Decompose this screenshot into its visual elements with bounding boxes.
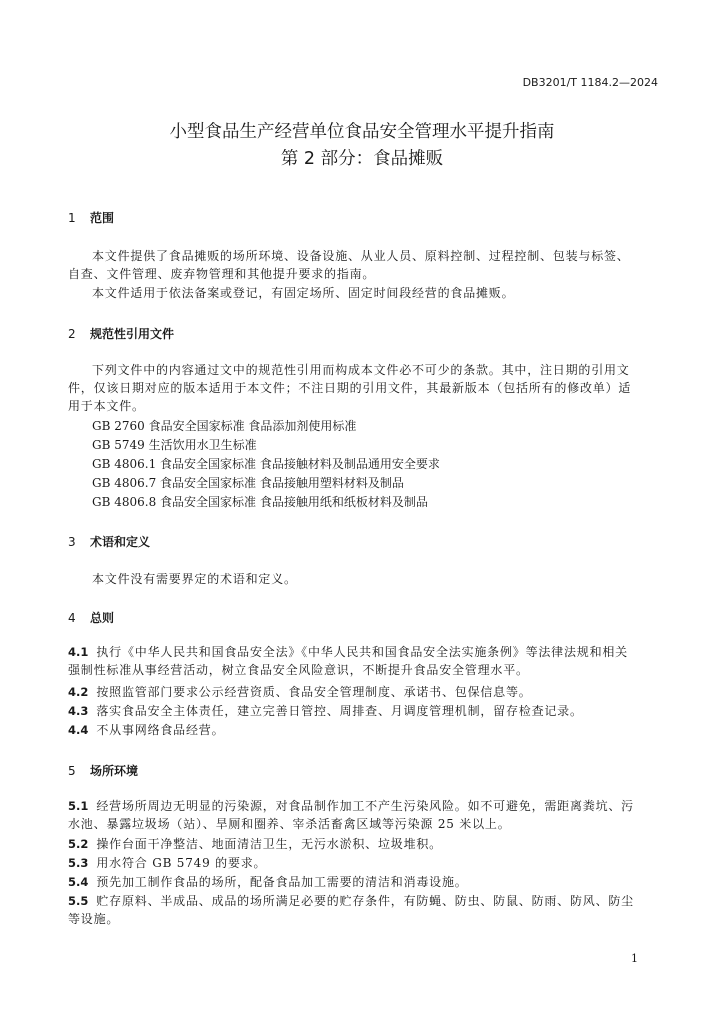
section-number: 3 — [68, 535, 76, 549]
reference-item: GB 2760 食品安全国家标准 食品添加剂使用标准 — [92, 419, 357, 433]
clause-4-3 — [68, 702, 638, 720]
document-subtitle: 第 2 部分：食品摊贩 — [280, 149, 444, 169]
section-heading-normative-references — [68, 325, 174, 342]
section-number: 1 — [68, 211, 76, 225]
clause-number: 4.3 — [68, 704, 89, 718]
reference-item: GB 4806.1 食品安全国家标准 食品接触材料及制品通用安全要求 — [92, 457, 440, 471]
section-heading-scope — [68, 209, 114, 226]
section-title: 总则 — [90, 611, 115, 625]
section-heading-terms — [68, 533, 150, 550]
paragraph: 本文件没有需要界定的术语和定义。 — [92, 572, 297, 586]
reference-item: GB 5749 生活饮用水卫生标准 — [92, 438, 257, 452]
clause-text: 执行《中华人民共和国食品安全法》《中华人民共和国食品安全法实施条例》等法律法规和相关强制性标准从事经营活动，树立食品安全风险意识，不断提升食品安全管理水平。 — [68, 645, 628, 677]
document-title: 小型食品生产经营单位食品安全管理水平提升指南 — [169, 122, 555, 142]
section-title: 术语和定义 — [90, 535, 151, 549]
clause-text: 用水符合 GB 5749 的要求。 — [96, 856, 267, 870]
clause-text: 不从事网络食品经营。 — [96, 723, 225, 737]
paragraph: 本文件适用于依法备案或登记，有固定场所、固定时间段经营的食品摊贩。 — [92, 286, 515, 300]
section-number: 4 — [68, 611, 76, 625]
clause-4-2 — [68, 683, 638, 701]
clause-number: 5.2 — [68, 837, 89, 851]
clause-5-5 — [68, 892, 638, 928]
reference-item: GB 4806.8 食品安全国家标准 食品接触用纸和纸板材料及制品 — [92, 495, 428, 509]
clause-number: 5.5 — [68, 894, 89, 908]
section-heading-general — [68, 609, 114, 626]
clause-text: 操作台面干净整洁、地面清洁卫生，无污水淤积、垃圾堆积。 — [96, 837, 442, 851]
clause-text: 按照监管部门要求公示经营资质、食品安全管理制度、承诺书、包保信息等。 — [96, 685, 532, 699]
clause-number: 4.2 — [68, 685, 89, 699]
paragraph: 下列文件中的内容通过文中的规范性引用而构成本文件必不可少的条款。其中，注日期的引用文件，仅该日期对应的版本适用于本文件；不注日期的引用文件，其最新版本（包括所有的修改单）适用于本文件。 — [68, 363, 632, 413]
clause-number: 5.1 — [68, 799, 89, 813]
clause-number: 4.1 — [68, 645, 89, 659]
clause-4-4 — [68, 721, 638, 739]
section-number: 2 — [68, 327, 76, 341]
page-number: 1 — [631, 952, 638, 965]
clause-number: 5.3 — [68, 856, 89, 870]
clause-4-1 — [68, 643, 638, 679]
clause-text: 经营场所周边无明显的污染源，对食品制作加工不产生污染风险。如不可避免，需距离粪坑、污水池、暴露垃圾场（站）、旱厕和圈养、宰杀活畜禽区域等污染源 25 米以上。 — [68, 799, 634, 831]
section-title: 范围 — [90, 211, 115, 225]
section-title: 规范性引用文件 — [90, 327, 175, 341]
clause-5-4 — [68, 873, 638, 891]
clause-text: 预先加工制作食品的场所，配备食品加工需要的清洁和消毒设施。 — [96, 875, 468, 889]
reference-item: GB 4806.7 食品安全国家标准 食品接触用塑料材料及制品 — [92, 476, 404, 490]
clause-text: 落实食品安全主体责任，建立完善日管控、周排查、月调度管理机制，留存检查记录。 — [96, 704, 583, 718]
section-title: 场所环境 — [90, 764, 139, 778]
section-heading-site-environment — [68, 762, 138, 779]
clause-5-2 — [68, 835, 638, 853]
clause-5-3 — [68, 854, 638, 872]
section-number: 5 — [68, 764, 76, 778]
clause-number: 4.4 — [68, 723, 89, 737]
clause-text: 贮存原料、半成品、成品的场所满足必要的贮存条件，有防蝇、防虫、防鼠、防雨、防风、防尘等设施。 — [68, 894, 634, 926]
clause-5-1 — [68, 797, 638, 833]
clause-number: 5.4 — [68, 875, 89, 889]
paragraph: 本文件提供了食品摊贩的场所环境、设备设施、从业人员、原料控制、过程控制、包装与标签、自查、文件管理、废弃物管理和其他提升要求的指南。 — [68, 249, 630, 281]
standard-code: DB3201/T 1184.2—2024 — [522, 76, 658, 89]
